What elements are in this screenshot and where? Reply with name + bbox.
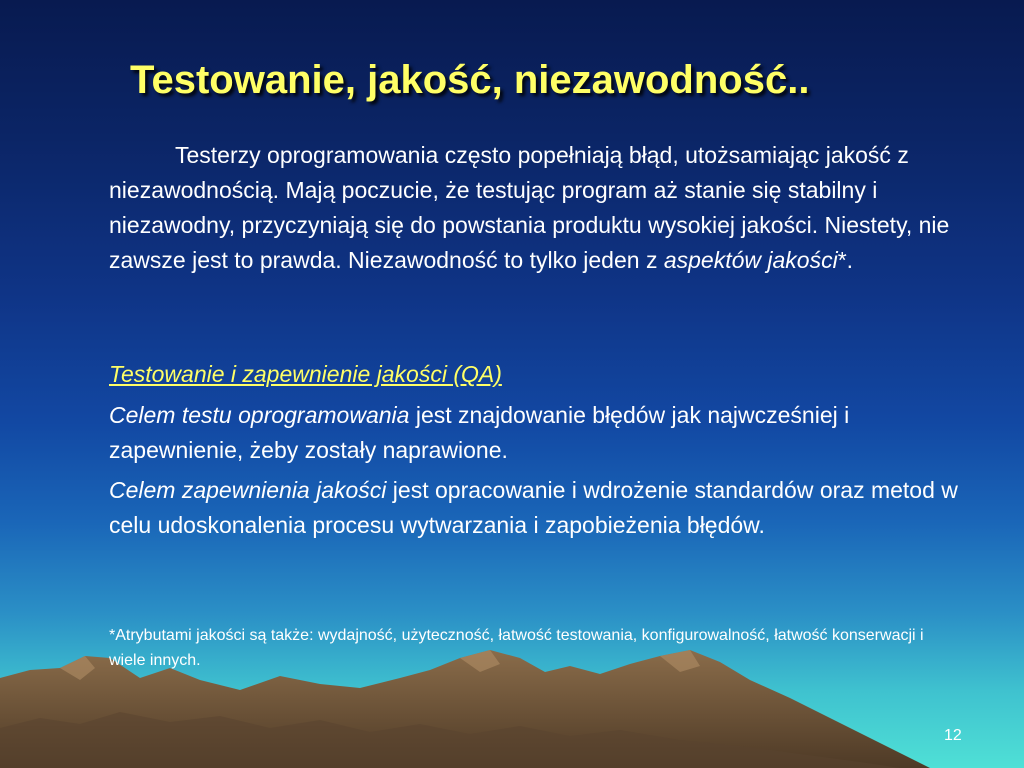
qa-heading-paragraph xyxy=(109,357,979,392)
slide-title: Testowanie, jakość, niezawodność.. xyxy=(130,58,810,102)
testing-goal-term: Celem testu oprogramowania xyxy=(109,402,410,428)
intro-paragraph xyxy=(109,138,979,278)
qa-link[interactable]: Testowanie i zapewnienie jakości (QA) xyxy=(109,361,502,387)
qa-goal-term: Celem zapewnienia jakości xyxy=(109,477,387,503)
qa-goal-paragraph xyxy=(109,473,979,543)
footnote: *Atrybutami jakości są także: wydajność, użyteczność, łatwość testowania, konfigurowalność, łatwość konserwacji i wiele innych. xyxy=(109,627,924,669)
qa-goal-text: jest opracowanie i wdrożenie standardów oraz metod w celu udoskonalenia procesu wytwarzania i zapobieżenia błędów. xyxy=(109,477,958,538)
quality-aspects-term: aspektów jakości xyxy=(663,247,838,273)
testing-goal-paragraph xyxy=(109,398,979,468)
intro-paragraph-text: Testerzy oprogramowania często popełniają błąd, utożsamiając jakość z niezawodnością. Mają poczucie, że testując program aż stanie się stabilny i niezawodny, przyczyniają się do powstania produktu wysokiej jakości. Niestety, nie zawsze jest to prawda. Niezawodność to tylko jeden z xyxy=(109,142,950,273)
footnote-marker: *. xyxy=(837,247,854,273)
page-number: 12 xyxy=(944,727,962,744)
testing-goal-text: jest znajdowanie błędów jak najwcześniej i zapewnienie, żeby zostały naprawione. xyxy=(109,402,850,463)
